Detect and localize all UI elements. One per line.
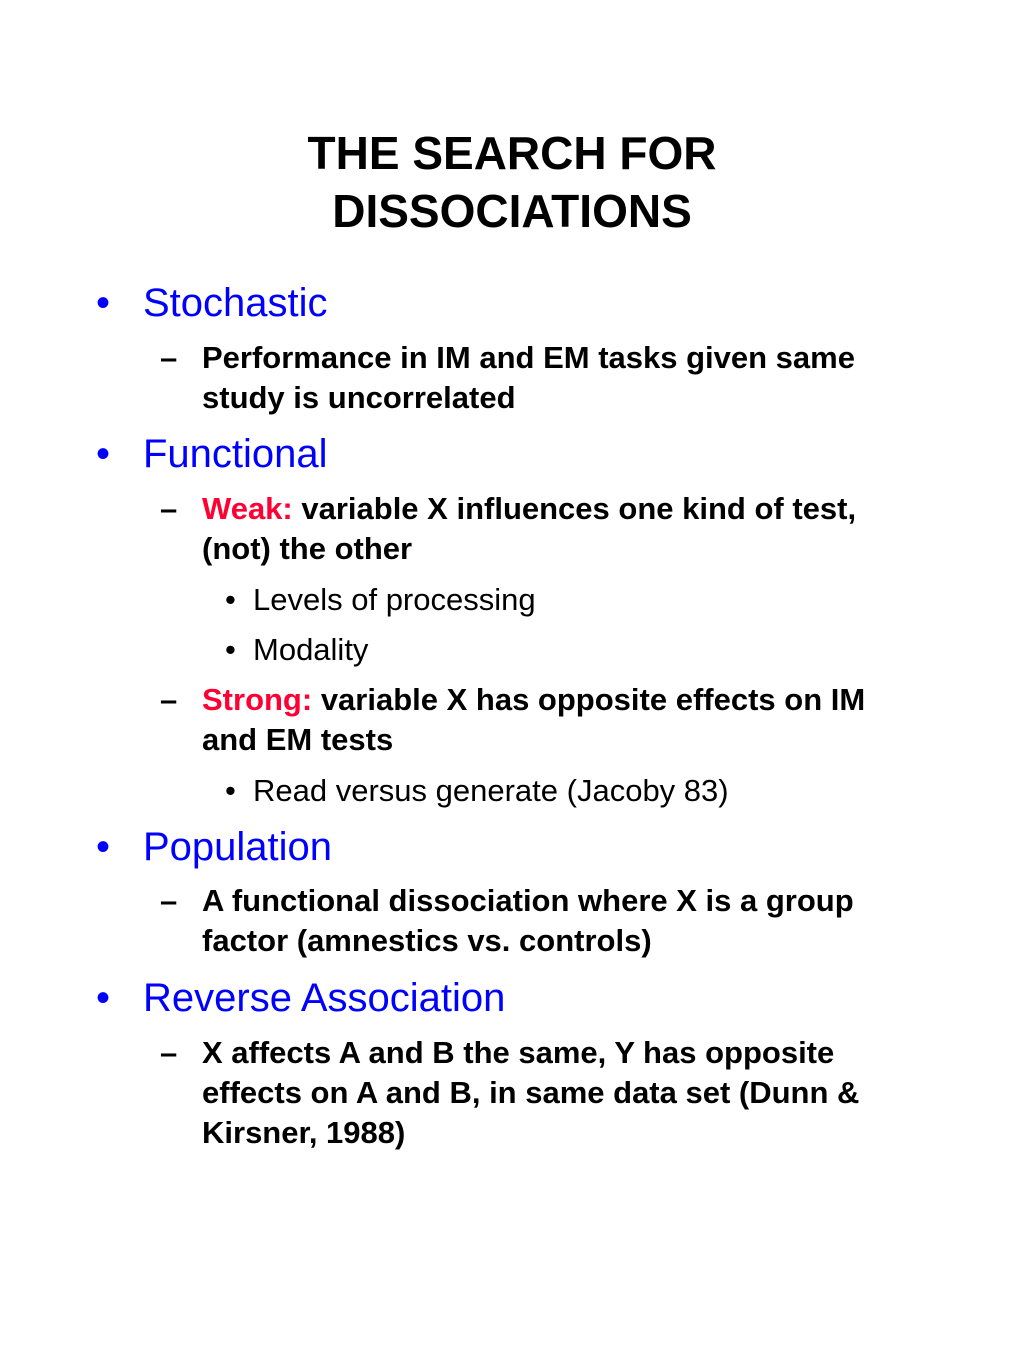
slide-title-line-2: DISSOCIATIONS [332,185,692,237]
sub-item-text: Performance in IM and EM tasks given same study is uncorrelated [202,340,855,415]
bullet-marker: • [96,976,111,1020]
bullet-marker: • [225,632,236,667]
dash-marker: – [160,340,178,375]
dash-marker: – [160,491,178,526]
sub-item-text: X affects A and B the same, Y has opposite effects on A and B, in same data set (Dunn & Kirsner, 1988) [202,1035,860,1150]
dash-marker: – [160,883,178,918]
slide-title-line-1: THE SEARCH FOR [307,127,717,179]
weak-description: variable X influences one kind of test, (not) the other [202,491,857,566]
sub-item-text [202,489,922,569]
bullet-heading-functional: Functional [143,432,328,476]
sub-sub-item-text: Read versus generate (Jacoby 83) [253,773,729,808]
dash-marker: – [160,682,178,717]
bullet-marker: • [225,773,236,808]
bullet-marker: • [96,281,111,325]
bullet-heading-reverse-association: Reverse Association [143,976,506,1020]
bullet-marker: • [225,582,236,617]
sub-sub-item-text: Modality [253,632,369,667]
slide-title [0,124,1024,240]
sub-sub-item-text: Levels of processing [253,582,536,617]
strong-label: Strong: [202,682,313,717]
bullet-marker: • [96,825,111,869]
sub-item-text [202,680,922,760]
bullet-heading-population: Population [143,825,333,869]
strong-description: variable X has opposite effects on IM and EM tests [202,682,866,757]
sub-item-text: A functional dissociation where X is a group factor (amnestics vs. controls) [202,883,854,958]
bullet-marker: • [96,432,111,476]
bullet-heading-stochastic: Stochastic [143,281,328,325]
dash-marker: – [160,1035,178,1070]
weak-label: Weak: [202,491,293,526]
